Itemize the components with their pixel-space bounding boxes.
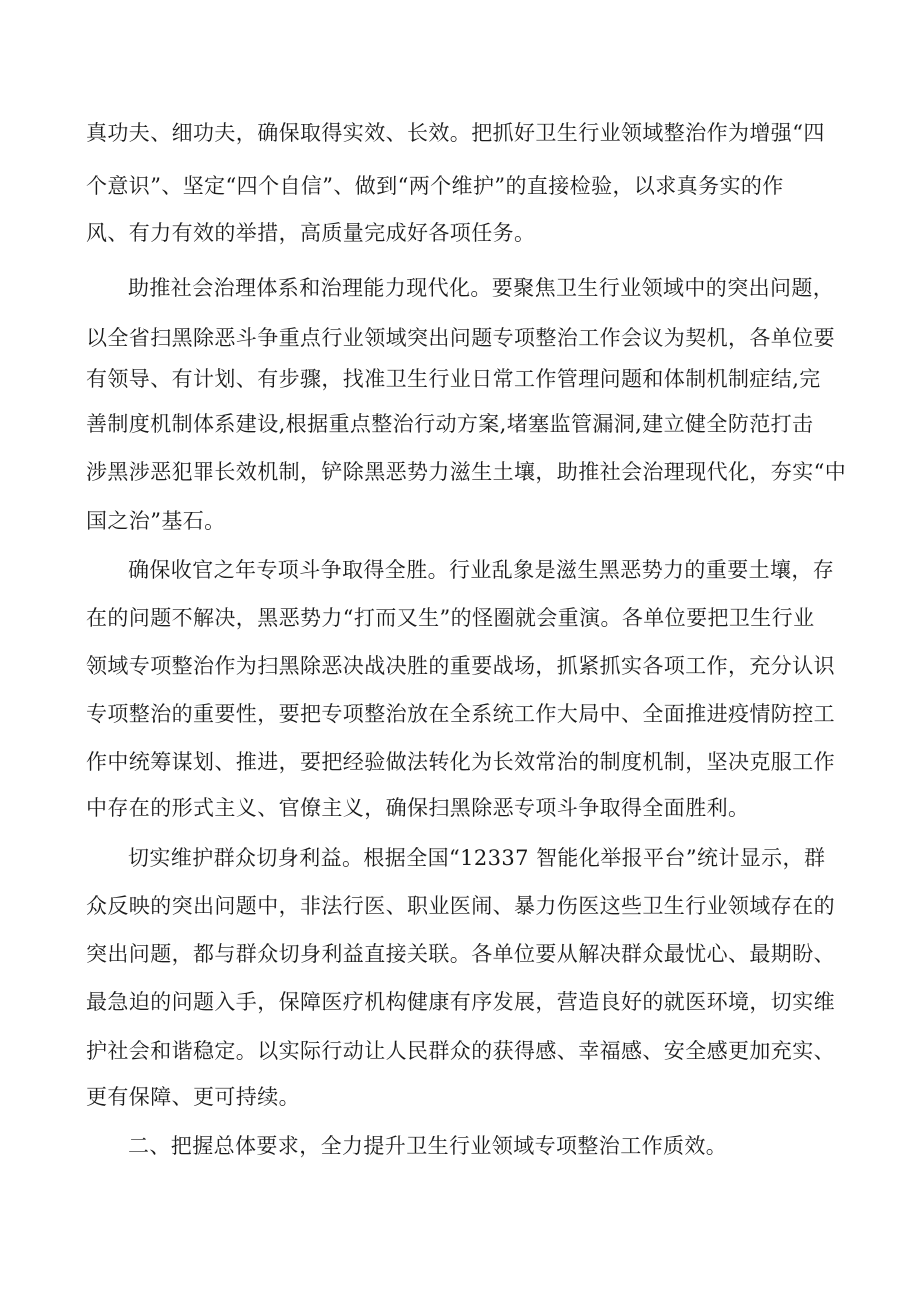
text-line: 最急迫的问题入手，保障医疗机构健康有序发展，营造良好的就医环境，切实维	[86, 990, 835, 1014]
paragraph-first-line: 切实维护群众切身利益。根据全国“12337 智能化举报平台”统计显示，群	[128, 846, 826, 870]
text-line: 有领导、有计划、有步骤，找准卫生行业日常工作管理问题和体制机制症结,完	[86, 367, 821, 391]
text-line: 突出问题，都与群众切身利益直接关联。各单位要从解决群众最忧心、最期盼、	[86, 942, 835, 966]
text-line: 国之治”基石。	[86, 509, 226, 533]
text-line: 护社会和谐稳定。以实际行动让人民群众的获得感、幸福感、安全感更加充实、	[86, 1039, 835, 1063]
text-line: 在的问题不解决，黑恶势力“打而又生”的怪圈就会重演。各单位要把卫生行业	[86, 606, 815, 630]
paragraph-first-line: 确保收官之年专项斗争取得全胜。行业乱象是滋生黑恶势力的重要土壤，存	[128, 558, 835, 582]
text-line: 专项整治的重要性，要把专项整治放在全系统工作大局中、全面推进疫情防控工	[86, 702, 835, 726]
text-line: 善制度机制体系建设,根据重点整治行动方案,堵塞监管漏洞,建立健全防范打击	[86, 412, 814, 436]
text-line: 作中统筹谋划、推进，要把经验做法转化为长效常治的制度机制，坚决克服工作	[86, 750, 835, 774]
text-line: 更有保障、更可持续。	[86, 1085, 300, 1109]
section-heading: 二、把握总体要求，全力提升卫生行业领域专项整治工作质效。	[128, 1134, 728, 1158]
text-line: 风、有力有效的举措，高质量完成好各项任务。	[86, 221, 536, 245]
text-line: 个意识”、坚定“四个自信”、做到“两个维护”的直接检验，以求真务实的作	[86, 174, 784, 198]
paragraph-first-line: 助推社会治理体系和治理能力现代化。要聚焦卫生行业领域中的突出问题，	[128, 276, 835, 300]
text-line: 中存在的形式主义、官僚主义，确保扫黑除恶专项斗争取得全面胜利。	[86, 796, 750, 820]
text-line: 领域专项整治作为扫黑除恶决战决胜的重要战场，抓紧抓实各项工作，充分认识	[86, 654, 835, 678]
text-line: 众反映的突出问题中，非法行医、职业医闹、暴力伤医这些卫生行业领域存在的	[86, 894, 835, 918]
text-line: 以全省扫黑除恶斗争重点行业领域突出问题专项整治工作会议为契机，各单位要	[86, 326, 835, 350]
text-line: 真功夫、细功夫，确保取得实效、长效。把抓好卫生行业领域整治作为增强“四	[86, 121, 825, 145]
text-line: 涉黑涉恶犯罪长效机制，铲除黑恶势力滋生土壤，助推社会治理现代化，夯实“中	[86, 460, 847, 484]
